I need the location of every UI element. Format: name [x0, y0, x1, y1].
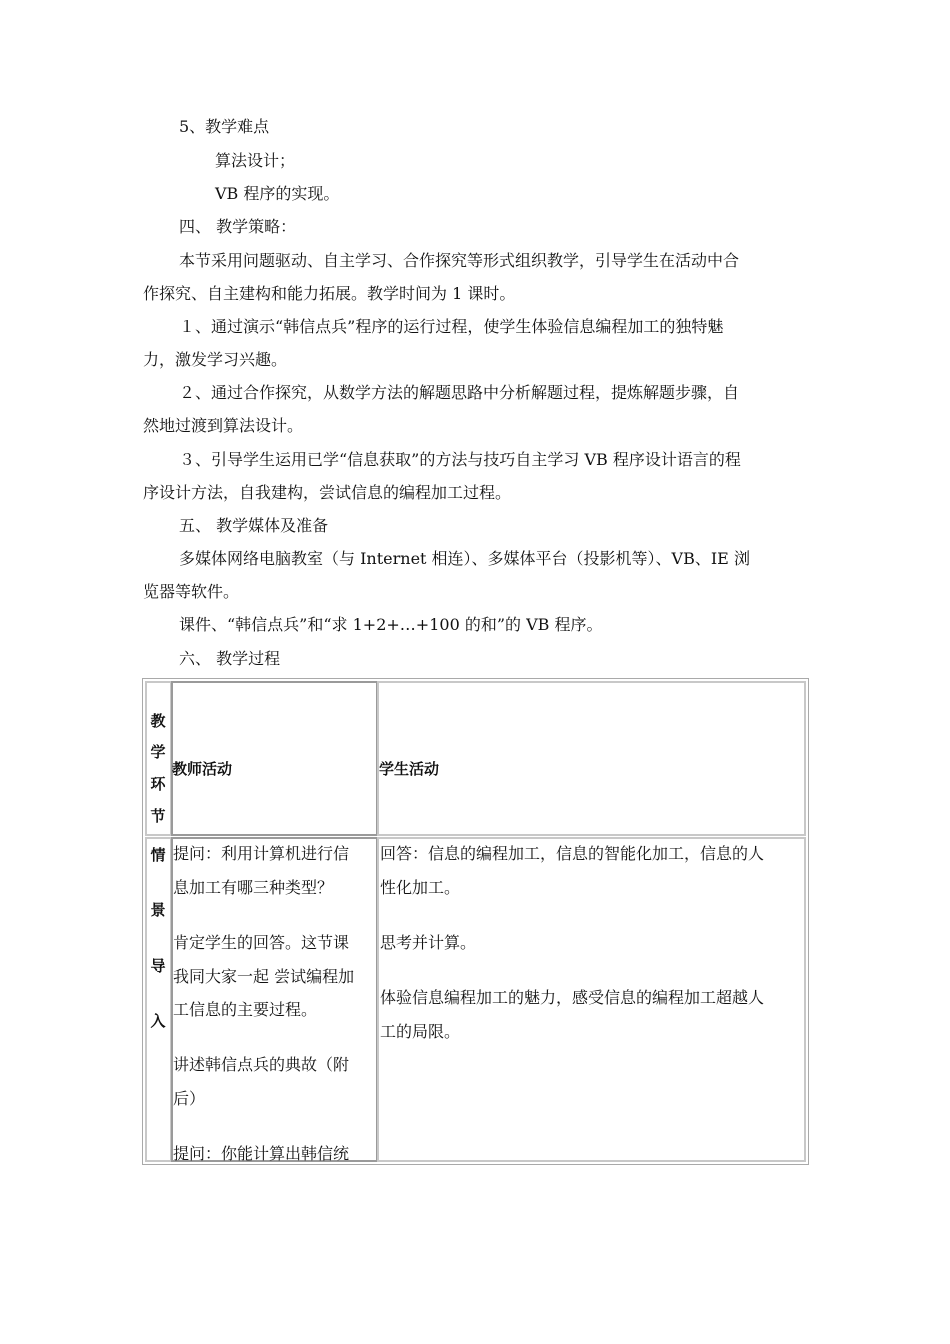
stage-char-2: 景: [150, 901, 166, 919]
strategy-item-3-line-1: ３、引导学生运用已学“信息获取”的方法与技巧自主学习 VB 程序设计语言的程: [179, 450, 741, 469]
student-line-2: 性化加工。: [380, 878, 461, 897]
strategy-paragraph-line-2: 作探究、自主建构和能力拓展。教学时间为 1 课时。: [143, 284, 516, 303]
student-line-3: 思考并计算。: [380, 933, 477, 952]
header-stage-char-3: 环: [150, 775, 166, 793]
courseware-line: 课件、“韩信点兵”和“求 1+2+…+100 的和”的 VB 程序。: [179, 615, 603, 634]
difficulty-item-1: 算法设计；: [215, 151, 296, 170]
teacher-line-2: 息加工有哪三种类型？: [173, 878, 334, 897]
teacher-line-8: 提问：你能计算出韩信统: [173, 1144, 350, 1163]
header-teacher-activity: 教师活动: [172, 760, 233, 778]
header-stage-char-1: 教: [150, 712, 166, 730]
header-stage-char-4: 节: [150, 807, 166, 825]
student-line-4: 体验信息编程加工的魅力，感受信息的编程加工超越人: [380, 988, 765, 1007]
strategy-paragraph-line-1: 本节采用问题驱动、自主学习、合作探究等形式组织教学，引导学生在活动中合: [179, 251, 740, 270]
strategy-item-2-line-2: 然地过渡到算法设计。: [143, 416, 304, 435]
heading-teaching-difficulty: 5、教学难点: [179, 117, 270, 136]
stage-char-4: 入: [150, 1012, 166, 1030]
stage-char-3: 导: [150, 957, 166, 975]
row-cell-stage: [145, 837, 172, 1162]
strategy-item-1-line-2: 力，激发学习兴趣。: [143, 350, 288, 369]
teacher-line-5: 工信息的主要过程。: [173, 1000, 318, 1019]
strategy-item-2-line-1: ２、通过合作探究，从数学方法的解题思路中分析解题过程，提炼解题步骤，自: [179, 383, 740, 402]
teacher-line-6: 讲述韩信点兵的典故（附: [173, 1055, 350, 1074]
student-line-5: 工的局限。: [380, 1022, 461, 1041]
header-stage-char-2: 学: [150, 743, 166, 761]
difficulty-item-2: VB 程序的实现。: [215, 184, 340, 203]
header-student-activity: 学生活动: [379, 760, 440, 778]
stage-char-1: 情: [150, 846, 166, 864]
student-line-1: 回答：信息的编程加工，信息的智能化加工，信息的人: [380, 844, 765, 863]
strategy-item-1-line-1: １、通过演示“韩信点兵”程序的运行过程，使学生体验信息编程加工的独特魅: [179, 317, 724, 336]
media-paragraph-line-1: 多媒体网络电脑教室（与 Internet 相连）、多媒体平台（投影机等）、VB、IE 浏: [179, 549, 750, 568]
header-cell-student: [377, 681, 806, 836]
teacher-line-7: 后）: [173, 1089, 206, 1108]
teacher-line-3: 肯定学生的回答。这节课: [173, 933, 350, 952]
teaching-process-table: [142, 678, 809, 1165]
media-paragraph-line-2: 览器等软件。: [143, 582, 240, 601]
teacher-line-1: 提问：利用计算机进行信: [173, 844, 350, 863]
heading-media-preparation: 五、 教学媒体及准备: [179, 516, 329, 535]
heading-teaching-strategy: 四、 教学策略：: [179, 217, 297, 236]
teacher-line-4: 我同大家一起 尝试编程加: [173, 967, 355, 986]
heading-teaching-process: 六、 教学过程: [179, 649, 281, 668]
strategy-item-3-line-2: 序设计方法，自我建构，尝试信息的编程加工过程。: [143, 483, 512, 502]
